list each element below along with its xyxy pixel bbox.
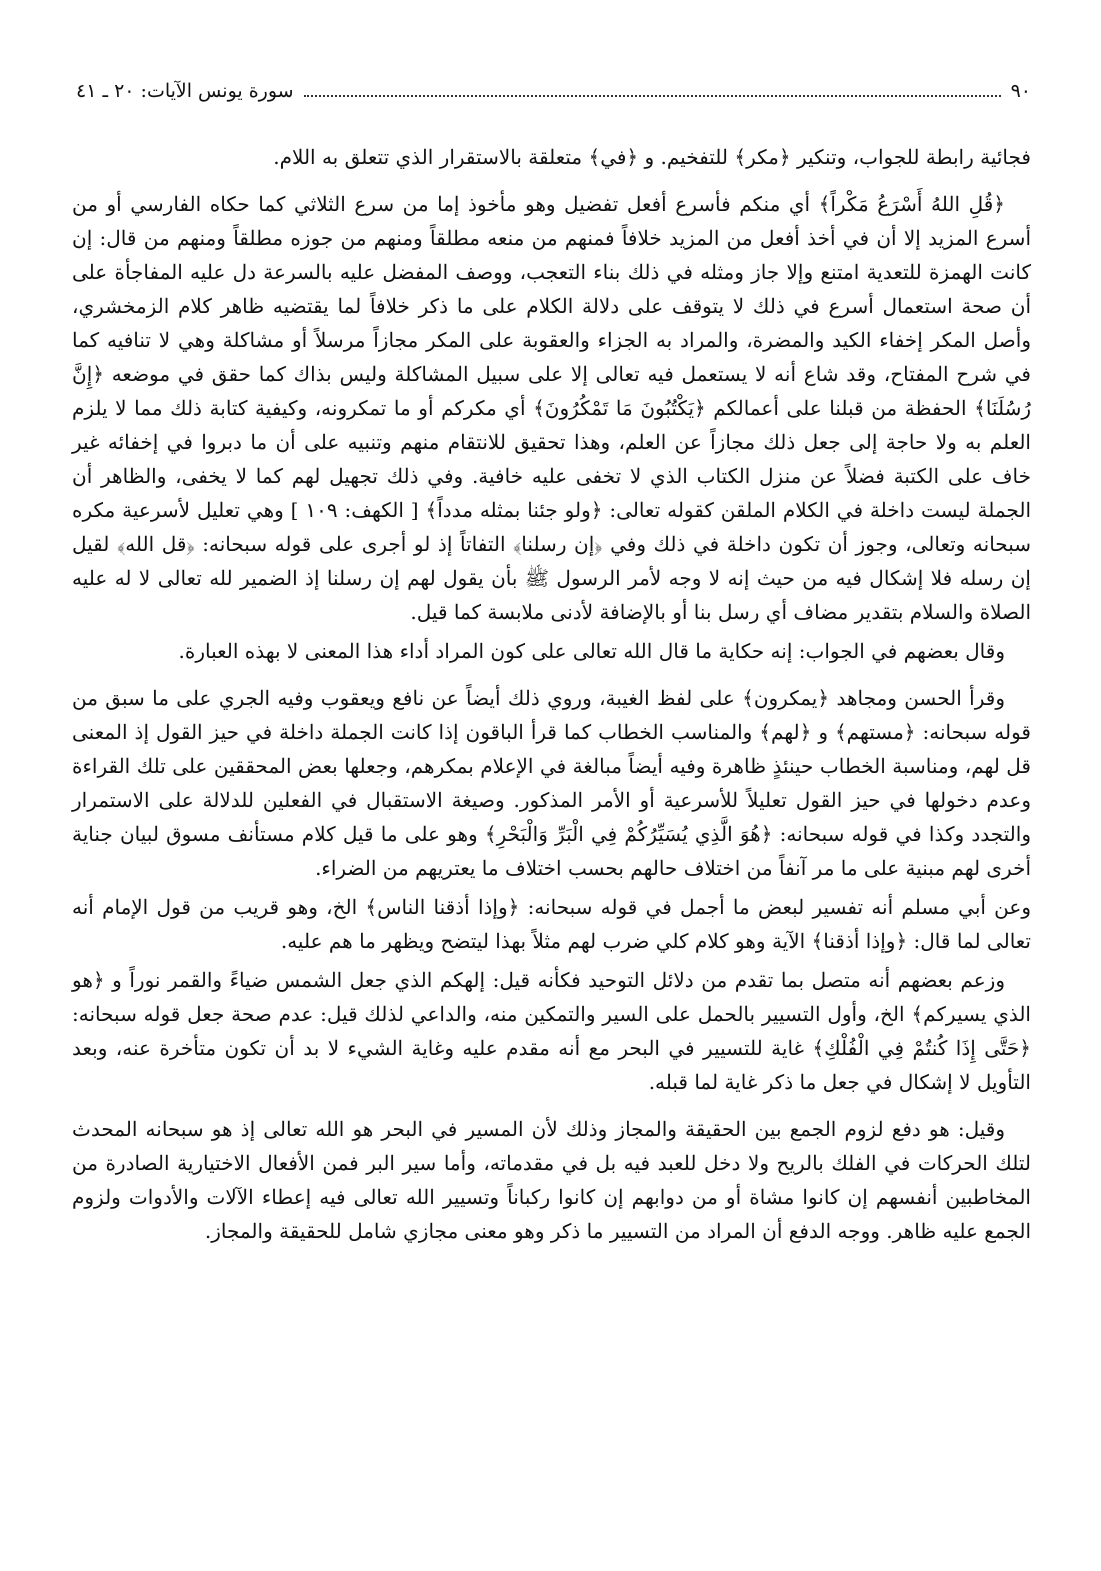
paragraph: وقيل: هو دفع لزوم الجمع بين الحقيقة والمجاز وذلك لأن المسير في البحر هو الله تعالى إذ هو سبحانه المحدث لتلك الحركات في الفلك بالريح ولا دخل للعبد فيه بل في مقدماته، وأما سير البر فمن الأفعال الاختيارية الصادرة من المخاطبين أنفسهم إن كانوا مشاة أو من دوابهم إن كانوا ركباناً وتسيير الله تعالى فيه إعطاء الآلات والأدوات ولزوم الجمع عليه ظاهر. ووجه الدفع أن المراد من التسيير ما ذكر وهو معنى مجازي شامل للحقيقة والمجاز. [72,1117,1031,1243]
page-number: ٩٠ [1010,80,1031,102]
section-title: سورة يونس الآيات: ٢٠ ـ ٤١ [76,80,294,102]
body-text [72,140,1031,1261]
paragraph: ﴿قُلِ اللهُ أَسْرَعُ مَكْراً﴾ أي منكم فأسرع أفعل تفضيل وهو مأخوذ إما من سرع الثلاثي كما حكاه الفارسي أو من أسرع المزيد إلا أن في أخذ أفعل من المزيد خلافاً فمنهم من منعه مطلقاً ومنهم من جوزه مطلقاً ومنهم من قال: إن كانت الهمزة للتعدية امتنع وإلا جاز ومثله في ذلك بناء التعجب، ووصف المفضل عليه بالسرعة دل عليه المفاجأة على أن صحة استعمال أسرع في ذلك لا يتوقف على دلالة الكلام على ما ذكر خلافاً لما يقتضيه ظاهر كلام الزمخشري، وأصل المكر إخفاء الكيد والمضرة، والمراد به الجزاء والعقوبة على المكر مجازاً مرسلاً أو مشاكلة وهي لا تنافيه كما في شرح المفتاح، وقد شاع أنه لا يستعمل فيه تعالى إلا على سبيل المشاكلة وليس بذاك كما حقق في موضعه ﴿إِنَّ رُسُلَنَا﴾ الحفظة من قبلنا على أعمالكم ﴿يَكْتُبُونَ مَا تَمْكُرُونَ﴾ أي مكركم أو ما تمكرونه، وكيفية كتابة ذلك مما لا يلزم العلم به ولا حاجة إلى جعل ذلك مجازاً عن العلم، وهذا تحقيق للانتقام منهم وتنبيه على أن ما دبروا في إخفائه غير خاف على الكتبة فضلاً عن منزل الكتاب الذي لا تخفى عليه خافية. وفي ذلك تجهيل لهم كما لا يخفى، والظاهر أن الجملة ليست داخلة في الكلام الملقن كقوله تعالى: ﴿ولو جئنا بمثله مدداً﴾ [ الكهف: ١٠٩ ] وهي تعليل لأسرعية مكره سبحانه وتعالى، وجوز أن تكون داخلة في ذلك وفي ﴿إن رسلنا﴾ التفاتاً إذ لو أجرى على قوله سبحانه: ﴿قل الله﴾ لقيل إن رسله فلا إشكال فيه من حيث إنه لا وجه لأمر الرسول ﷺ بأن يقول لهم إن رسلنا إذ الضمير لله تعالى لا له عليه الصلاة والسلام بتقدير مضاف أي رسل بنا أو بالإضافة لأدنى ملابسة كما قيل. [72,192,1031,624]
paragraph: وقال بعضهم في الجواب: إنه حكاية ما قال الله تعالى على كون المراد أداء هذا المعنى لا بهذه العبارة. [178,639,1005,663]
paragraph: فجائية رابطة للجواب، وتنكير ﴿مكر﴾ للتفخيم. و ﴿في﴾ متعلقة بالاستقرار الذي تتعلق به اللام. [273,145,1031,169]
header-dotted-leader [304,77,1001,97]
paragraph: وعن أبي مسلم أنه تفسير لبعض ما أجمل في قوله سبحانه: ﴿وإذا أذقنا الناس﴾ الخ، وهو قريب من قول الإمام أنه تعالى لما قال: ﴿وإذا أذقنا﴾ الآية وهو كلام كلي ضرب لهم مثلاً بهذا ليتضح ويظهر ما هم عليه. [72,895,1031,953]
paragraph: وقرأ الحسن ومجاهد ﴿يمكرون﴾ على لفظ الغيبة، وروي ذلك أيضاً عن نافع ويعقوب وفيه الجري على ما سبق من قوله سبحانه: ﴿مستهم﴾ و ﴿لهم﴾ والمناسب الخطاب كما قرأ الباقون إذا كانت الجملة داخلة في حيز القول إذ المعنى قل لهم، ومناسبة الخطاب حينئذٍ ظاهرة وفيه أيضاً مبالغة في الإعلام بمكرهم، وجعلها بعض المحققين على تلك القراءة وعدم دخولها في حيز القول تعليلاً للأسرعية أو الأمر المذكور. وصيغة الاستقبال في الفعلين للدلالة على الاستمرار والتجدد وكذا في قوله سبحانه: ﴿هُوَ الَّذِي يُسَيِّرُكُمْ فِي الْبَرِّ وَالْبَحْرِ﴾ وهو على ما قيل كلام مستأنف مسوق لبيان جناية أخرى لهم مبنية على ما مر آنفاً من اختلاف حالهم بحسب اختلاف ما يعتريهم من الضراء. [72,686,1031,880]
page-header [76,76,1031,106]
paragraph: وزعم بعضهم أنه متصل بما تقدم من دلائل التوحيد فكأنه قيل: إلهكم الذي جعل الشمس ضياءً والقمر نوراً و ﴿هو الذي يسيركم﴾ الخ، وأول التسيير بالحمل على السير والتمكين منه، والداعي لذلك قيل: عدم صحة جعل قوله سبحانه: ﴿حَتَّى إِذَا كُنتُمْ فِي الْفُلْكِ﴾ غاية للتسيير في البحر مع أنه مقدم عليه وغاية الشيء لا بد أن تكون متأخرة عنه، وبعد التأويل لا إشكال في جعل ما ذكر غاية لما قبله. [72,968,1031,1094]
